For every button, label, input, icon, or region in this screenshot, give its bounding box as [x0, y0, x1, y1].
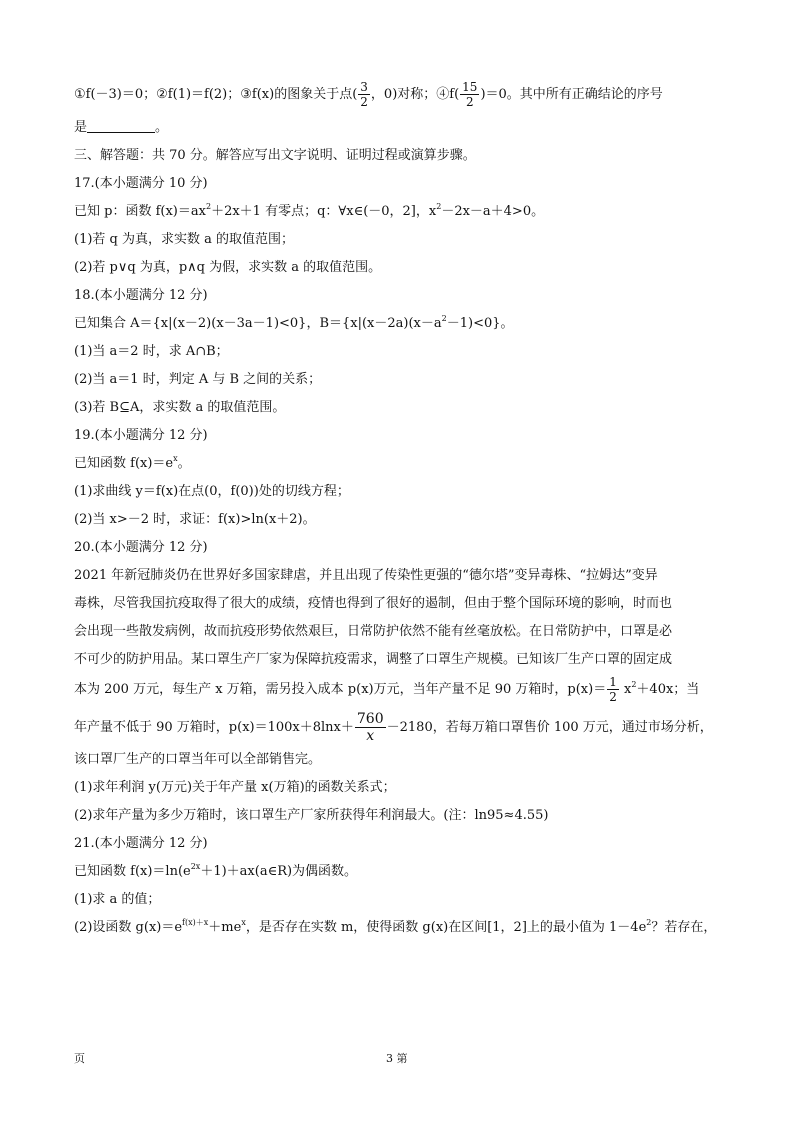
text: ，是否存在实数 m，使得函数 g(x)在区间[1，2]上的最小值为 1－4e: [245, 920, 647, 935]
q20-text-line-7: 该口罩厂生产的口罩当年可以全部销售完。: [74, 752, 322, 767]
q19-part-1: (1)求曲线 y＝f(x)在点(0，f(0))处的切线方程；: [74, 484, 350, 499]
q18-part-3: (3)若 B⊆A，求实数 a 的取值范围。: [74, 400, 286, 415]
q17-part-1: (1)若 q 为真，求实数 a 的取值范围；: [74, 232, 295, 247]
q19-stem: [74, 456, 734, 472]
q21-part-2: [74, 920, 734, 936]
numerator: 15: [462, 80, 478, 94]
denominator: 2: [609, 690, 617, 704]
numerator: 760: [356, 711, 384, 727]
section-3-heading: 三、解答题：共 70 分。解答应写出文字说明、证明过程或演算步骤。: [74, 148, 476, 163]
fraction-3-2: [358, 81, 370, 108]
text: x: [619, 682, 632, 697]
q18-part-2: (2)当 a＝1 时，判定 A 与 B 之间的关系；: [74, 372, 322, 387]
q20-text-line-4: 不可少的防护用品。某口罩生产厂家为保障抗疫需求，调整了口罩生产规模。已知该厂生产口罩的固定成: [74, 652, 673, 667]
text: 已知 p：函数 f(x)＝ax: [74, 204, 206, 219]
text: ①f(－3)＝0；②f(1)＝f(2)；③f(x)的图象关于点(: [74, 87, 358, 102]
denominator: x: [366, 728, 375, 744]
q20-text-line-3: 会出现一些散发病例，故而抗疫形势依然艰巨，日常防护依然不能有丝毫放松。在日常防护中，口罩是必: [74, 624, 673, 639]
text: 已知函数 f(x)＝e: [74, 456, 174, 471]
q21-heading: 21.(本小题满分 12 分): [74, 836, 208, 851]
text: (2)设函数 g(x)＝e: [74, 920, 183, 935]
footer-left: 页: [74, 1052, 85, 1065]
page-content: [74, 78, 734, 936]
fraction-15-2: [460, 81, 479, 108]
q17-stem: [74, 204, 734, 220]
denominator: 2: [465, 95, 474, 109]
q20-part-1: (1)求年利润 y(万元)关于年产量 x(万箱)的函数关系式；: [74, 780, 396, 795]
text: －2x－a＋4>0。: [441, 204, 545, 219]
superscript: x: [173, 454, 178, 463]
text: ，0)对称；④f(: [370, 87, 460, 102]
q20-heading: 20.(本小题满分 12 分): [74, 540, 208, 555]
text: 已知函数 f(x)＝ln(e: [74, 864, 191, 879]
superscript: 2: [436, 202, 442, 211]
q19-part-2: (2)当 x>－2 时，求证：f(x)>ln(x＋2)。: [74, 512, 316, 527]
q18-heading: 18.(本小题满分 12 分): [74, 288, 208, 303]
answer-blank[interactable]: [87, 120, 155, 133]
fraction-760-x: [355, 712, 386, 743]
text: 。: [155, 120, 169, 135]
superscript: 2: [205, 202, 212, 211]
text: 。: [177, 456, 191, 471]
superscript: x: [241, 918, 246, 927]
superscript: f(x)＋x: [182, 918, 209, 927]
q16-answer-line: [74, 120, 734, 136]
footer-page-number: 3 第: [386, 1052, 408, 1065]
text: ＋40x；当: [636, 682, 700, 697]
text: ＋me: [208, 920, 242, 935]
q21-stem: [74, 864, 734, 880]
text: 已知集合 A＝{x|(x－2)(x－3a－1)<0}，B＝{x|(x－2a)(x－a: [74, 316, 442, 331]
q20-part-2: (2)求年产量为多少万箱时，该口罩生产厂家所获得年利润最大。(注：ln95≈4.55): [74, 808, 549, 823]
text: －1)<0}。: [446, 316, 514, 331]
q21-part-1: (1)求 a 的值；: [74, 892, 161, 907]
q19-heading: 19.(本小题满分 12 分): [74, 428, 208, 443]
text: )＝0。其中所有正确结论的序号: [480, 87, 663, 102]
q20-text-line-6: [74, 710, 734, 746]
fraction-1-2: [607, 676, 619, 703]
text: 是: [74, 120, 88, 135]
numerator: 1: [609, 675, 617, 689]
superscript: 2x: [190, 862, 201, 871]
text: －2180，若每万箱口罩售价 100 万元，通过市场分析，: [386, 720, 713, 735]
q17-part-2: (2)若 p∨q 为真，p∧q 为假，求实数 a 的取值范围。: [74, 260, 382, 275]
q20-text-line-1: 2021 年新冠肺炎仍在世界好多国家肆虐，并且出现了传染性更强的“德尔塔”变异毒株、“拉姆达”变异: [74, 568, 658, 583]
text: 年产量不低于 90 万箱时，p(x)＝100x＋8lnx＋: [74, 720, 354, 735]
text: ＋2x＋1 有零点；q：∀x∈(－0，2]，x: [211, 204, 437, 219]
q18-stem: [74, 316, 734, 332]
text: ＋1)＋ax(a∈R)为偶函数。: [200, 864, 358, 879]
q20-text-line-2: 毒株，尽管我国抗疫取得了很大的成绩，疫情也得到了很好的遏制，但由于整个国际环境的影响，时而也: [74, 596, 673, 611]
q18-part-1: (1)当 a＝2 时，求 A∩B；: [74, 344, 229, 359]
text: ？若存在，: [651, 920, 717, 935]
q17-heading: 17.(本小题满分 10 分): [74, 176, 208, 191]
denominator: 2: [360, 95, 368, 109]
superscript: 2: [646, 918, 652, 927]
superscript: 2: [441, 314, 447, 323]
q20-text-line-5: [74, 674, 734, 706]
numerator: 3: [360, 80, 368, 94]
q16-options-line: [74, 78, 734, 112]
text: 本为 200 万元，每生产 x 万箱，需另投入成本 p(x)万元，当年产量不足 90 万箱时，p(x)＝: [74, 682, 607, 697]
superscript: 2: [631, 680, 637, 689]
